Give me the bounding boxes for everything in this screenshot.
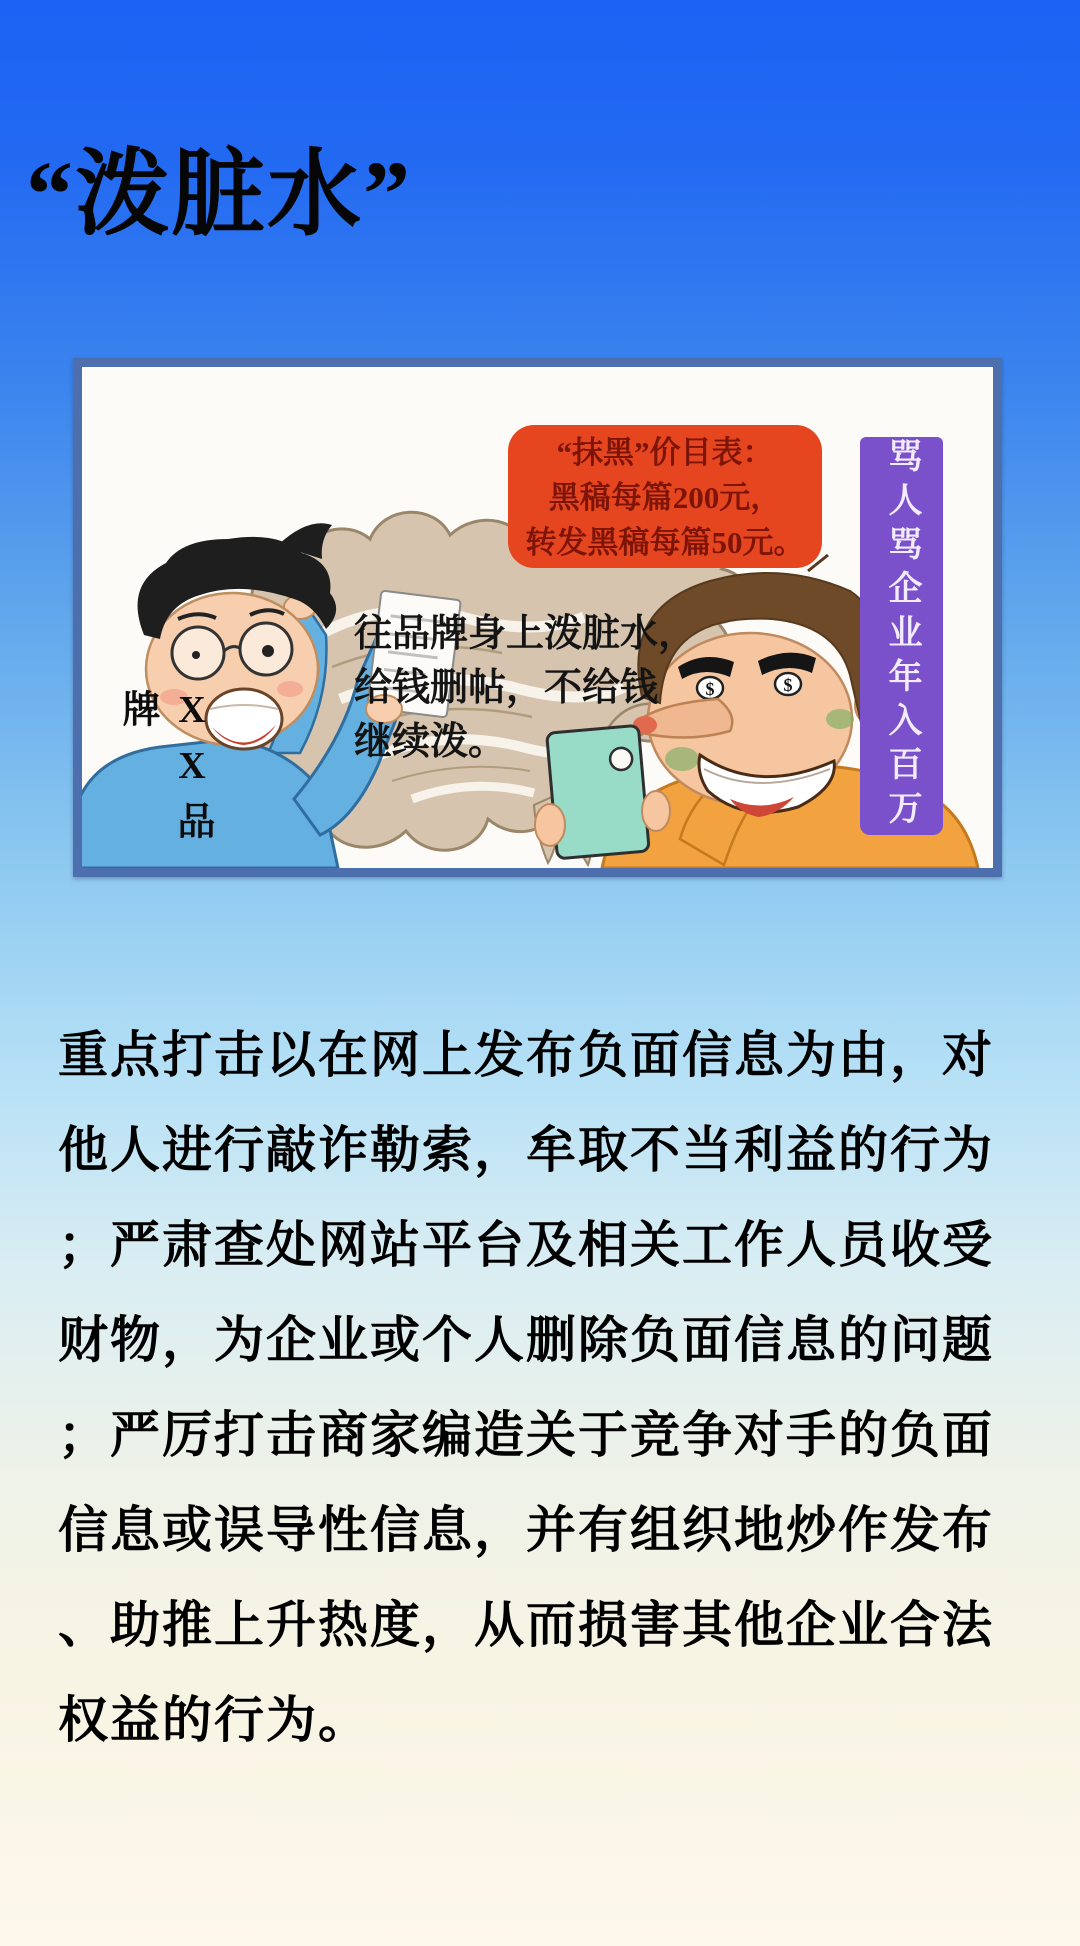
body-text-line: 信息或误导性信息，并有组织地炒作发布 (58, 1502, 994, 1558)
page-title: “泼脏水” (26, 143, 413, 247)
splash-caption-line: 给钱删帖，不给钱 (354, 667, 659, 709)
splash-caption-line: 往品牌身上泼脏水， (354, 613, 697, 655)
troll-hand-right (642, 791, 670, 831)
price-list-line: “抹黑”价目表： (556, 435, 774, 470)
body-text-line: 财物，为企业或个人删除负面信息的问题 (58, 1312, 994, 1368)
body-text-line: ；严厉打击商家编造关于竞争对手的负面 (58, 1407, 994, 1463)
price-list-line: 黑稿每篇200元， (548, 480, 782, 515)
troll-hand-left (535, 804, 565, 846)
ribbon-banner: 骂人骂企业年入百万 (860, 437, 943, 835)
body-text-line: 、助推上升热度，从而损害其他企业合法 (58, 1597, 994, 1653)
cartoon-illustration (82, 367, 993, 868)
dollar-eye-left: $ (705, 679, 715, 699)
dollar-eye-right: $ (783, 675, 793, 695)
body-text-line: ；严肃查处网站平台及相关工作人员收受 (58, 1217, 994, 1273)
body-text-line: 权益的行为。 (58, 1692, 370, 1748)
splash-caption (354, 607, 696, 769)
price-list-line: 转发黑稿每篇50元。 (525, 525, 805, 560)
body-text (58, 1008, 1026, 1768)
body-text-line: 重点打击以在网上发布负面信息为由，对 (58, 1027, 994, 1083)
body-text-line: 他人进行敲诈勒索，牟取不当利益的行为 (58, 1122, 994, 1178)
brand-label: XX品牌 (116, 689, 213, 853)
splash-caption-line: 继续泼。 (354, 721, 507, 763)
cartoon-illustration-frame (73, 358, 1002, 877)
price-list-callout (508, 425, 822, 568)
